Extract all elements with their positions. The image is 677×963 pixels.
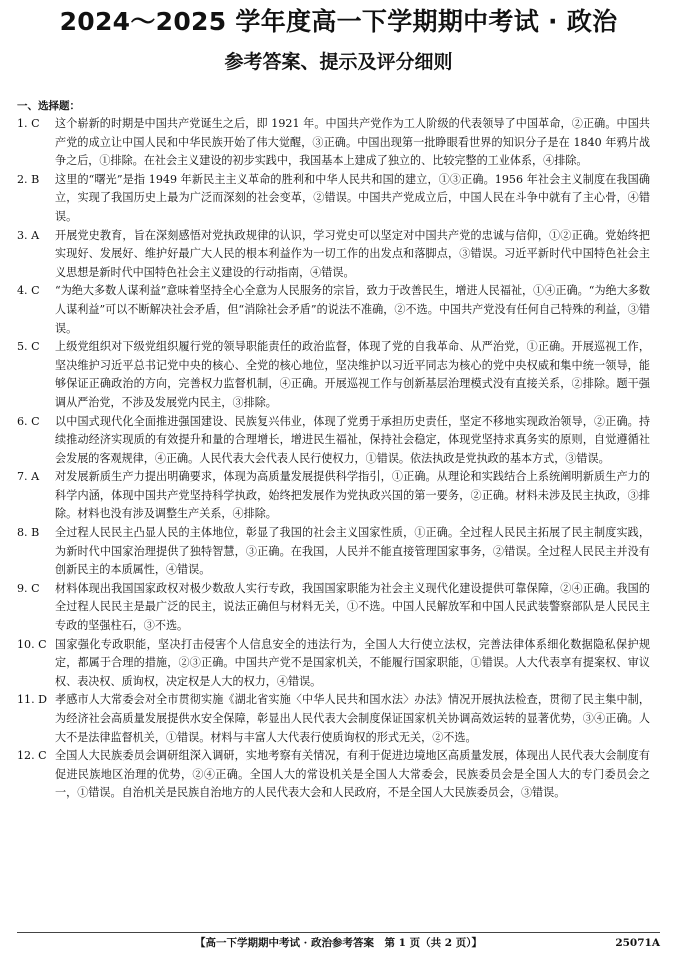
document-subtitle: 参考答案、提示及评分细则 (224, 51, 453, 73)
answer-item (17, 338, 650, 412)
answer-explanation: 孝感市人大常委会对全市贯彻实施《湖北省实施〈中华人民共和国水法〉办法》情况开展执法检查，贯彻了民主集中制，为经济社会高质量发展提供水安全保障，彰显出人民代表大会制度保证国家机关协调高效运转的显著优势，③④正确。人大不是法律监督机关，①错误。材料与丰富人大代表行使质询权的形式无关，②不选。 (55, 693, 650, 744)
answer-item (17, 171, 650, 227)
answer-explanation: 全国人大民族委员会调研组深入调研，实地考察有关情况，有利于促进边境地区高质量发展，体现出人民代表大会制度有促进民族地区治理的优势，②④正确。全国人大的常设机关是全国人大常委会，民族委员会是全国人大的专门委员会之一，①错误。自治机关是民族自治地方的人民代表大会和人民政府，不是全国人大民族委员会，③错误。 (55, 749, 650, 800)
answer-number: 4. C (17, 284, 40, 298)
answer-number: 8. B (17, 526, 40, 540)
answer-item (17, 468, 650, 524)
answer-number: 5. C (17, 340, 40, 354)
document-title: 2024～2025 学年度高一下学期期中考试 · 政治 (59, 7, 618, 36)
answer-item (17, 636, 650, 692)
section-heading: 一、选择题： (17, 100, 80, 112)
answer-item (17, 282, 650, 338)
answer-item (17, 747, 650, 803)
answer-number: 11. D (17, 693, 48, 707)
answer-item (17, 524, 650, 580)
answer-item (17, 691, 650, 747)
answer-item (17, 115, 650, 171)
answer-item (17, 580, 650, 636)
answer-explanation: 材料体现出我国国家政权对极少数敌人实行专政，我国国家职能为社会主义现代化建设提供可靠保障，②④正确。我国的全过程人民民主是最广泛的民主，说法正确但与材料无关，①不选。中国人民解放军和中国人民武装警察部队是人民民主专政的坚强柱石，③不选。 (55, 581, 650, 633)
answer-number: 3. A (17, 228, 40, 242)
answer-explanation: 以中国式现代化全面推进强国建设、民族复兴伟业，体现了党勇于承担历史责任，坚定不移地实现政治领导，②正确。持续推动经济实现质的有效提升和量的合理增长，增进民生福祉，保持社会稳定，体现党坚持求真务实的原则，自觉遵循社会发展的客观规律，④正确。人民代表大会代表人民行使权力，①错误。依法执政是党执政的基本方式，③错误。 (55, 414, 650, 465)
answer-number: 12. C (17, 749, 47, 763)
answer-number: 10. C (17, 637, 47, 651)
answer-list (17, 115, 650, 803)
footer-divider (17, 932, 660, 933)
answer-number: 6. C (17, 414, 40, 428)
answer-item (17, 227, 650, 283)
answer-explanation: 全过程人民民主凸显人民的主体地位，彰显了我国的社会主义国家性质，①正确。全过程人民民主拓展了民主制度实践，为新时代中国家治理提供了独特智慧，③正确。在我国，人民并不能直接管理国家事务，②错误。全过程人民民主并没有创新民主的本质属性，④错误。 (55, 526, 650, 577)
answer-explanation: 国家强化专政职能，坚决打击侵害个人信息安全的违法行为，全国人大行使立法权，完善法律体系细化数据隐私保护规定，都属于合理的措施，②③正确。中国共产党不是国家机关，不能履行国家职能，①错误。人大代表享有提案权、审议权、表决权、质询权，决定权是人大的权力，④错误。 (55, 637, 650, 688)
document-code: 25071A (615, 937, 660, 949)
page-footer: 【高一下学期期中考试 · 政治参考答案 第 1 页（共 2 页）】 (195, 937, 482, 949)
answer-number: 2. B (17, 172, 40, 186)
answer-explanation: 开展党史教育，旨在深刻感悟对党执政规律的认识，学习党史可以坚定对中国共产党的忠诚与信仰，①②正确。党始终把实现好、发展好、维护好最广大人民的根本利益作为一切工作的出发点和落脚点，③错误。习近平新时代中国特色社会主义思想是新时代中国特色社会主义建设的行动指南，④错误。 (55, 228, 650, 279)
answer-item (17, 413, 650, 469)
answer-explanation: 这里的“曙光”是指 1949 年新民主主义革命的胜利和中华人民共和国的建立，①③正确。1956 年社会主义制度在我国确立，实现了我国历史上最为广泛而深刻的社会变革，②错误。中国共产党成立后，中国人民在斗争中就有了主心骨，④错误。 (55, 172, 650, 223)
answer-number: 7. A (17, 470, 40, 484)
answer-number: 9. C (17, 581, 40, 595)
answer-explanation: 这个崭新的时期是中国共产党诞生之后，即 1921 年。中国共产党作为工人阶级的代表领导了中国革命，②正确。中国共产党的成立让中国人民和中华民族开始了伟大觉醒，③正确。中国出现第一批睁眼看世界的知识分子是在 1840 年鸦片战争之后，①排除。在社会主义建设的初步实践中，我国基本上建成了独立的、比较完整的工业体系，④排除。 (55, 117, 650, 168)
answer-explanation: 上级党组织对下级党组织履行党的领导职能责任的政治监督，体现了党的自我革命、从严治党，①正确。开展巡视工作，坚决维护习近平总书记党中央的核心、全党的核心地位，坚决维护以习近平同志为核心的党中央权威和集中统一领导，能够保证正确政治的方向，完善权力监督机制，④正确。开展巡视工作与创新基层治理模式没有直接关系，②排除。题干强调从严治党，不涉及发展党内民主，③排除。 (55, 340, 650, 409)
answer-explanation: 对发展新质生产力提出明确要求，体现为高质量发展提供科学指引，①正确。从理论和实践结合上系统阐明新质生产力的科学内涵，体现中国共产党坚持科学执政，始终把发展作为党执政兴国的第一要务，②正确。材料未涉及民主执政，③排除。材料也没有涉及调整生产关系，④排除。 (55, 470, 650, 521)
answer-explanation: “为绝大多数人谋利益”意味着坚持全心全意为人民服务的宗旨，致力于改善民生，增进人民福祉，①④正确。“为绝大多数人谋利益”可以不断解决社会矛盾，但“消除社会矛盾”的说法不准确，②不选。中国共产党没有任何自己特殊的利益，③错误。 (55, 284, 650, 335)
answer-number: 1. C (17, 117, 40, 130)
